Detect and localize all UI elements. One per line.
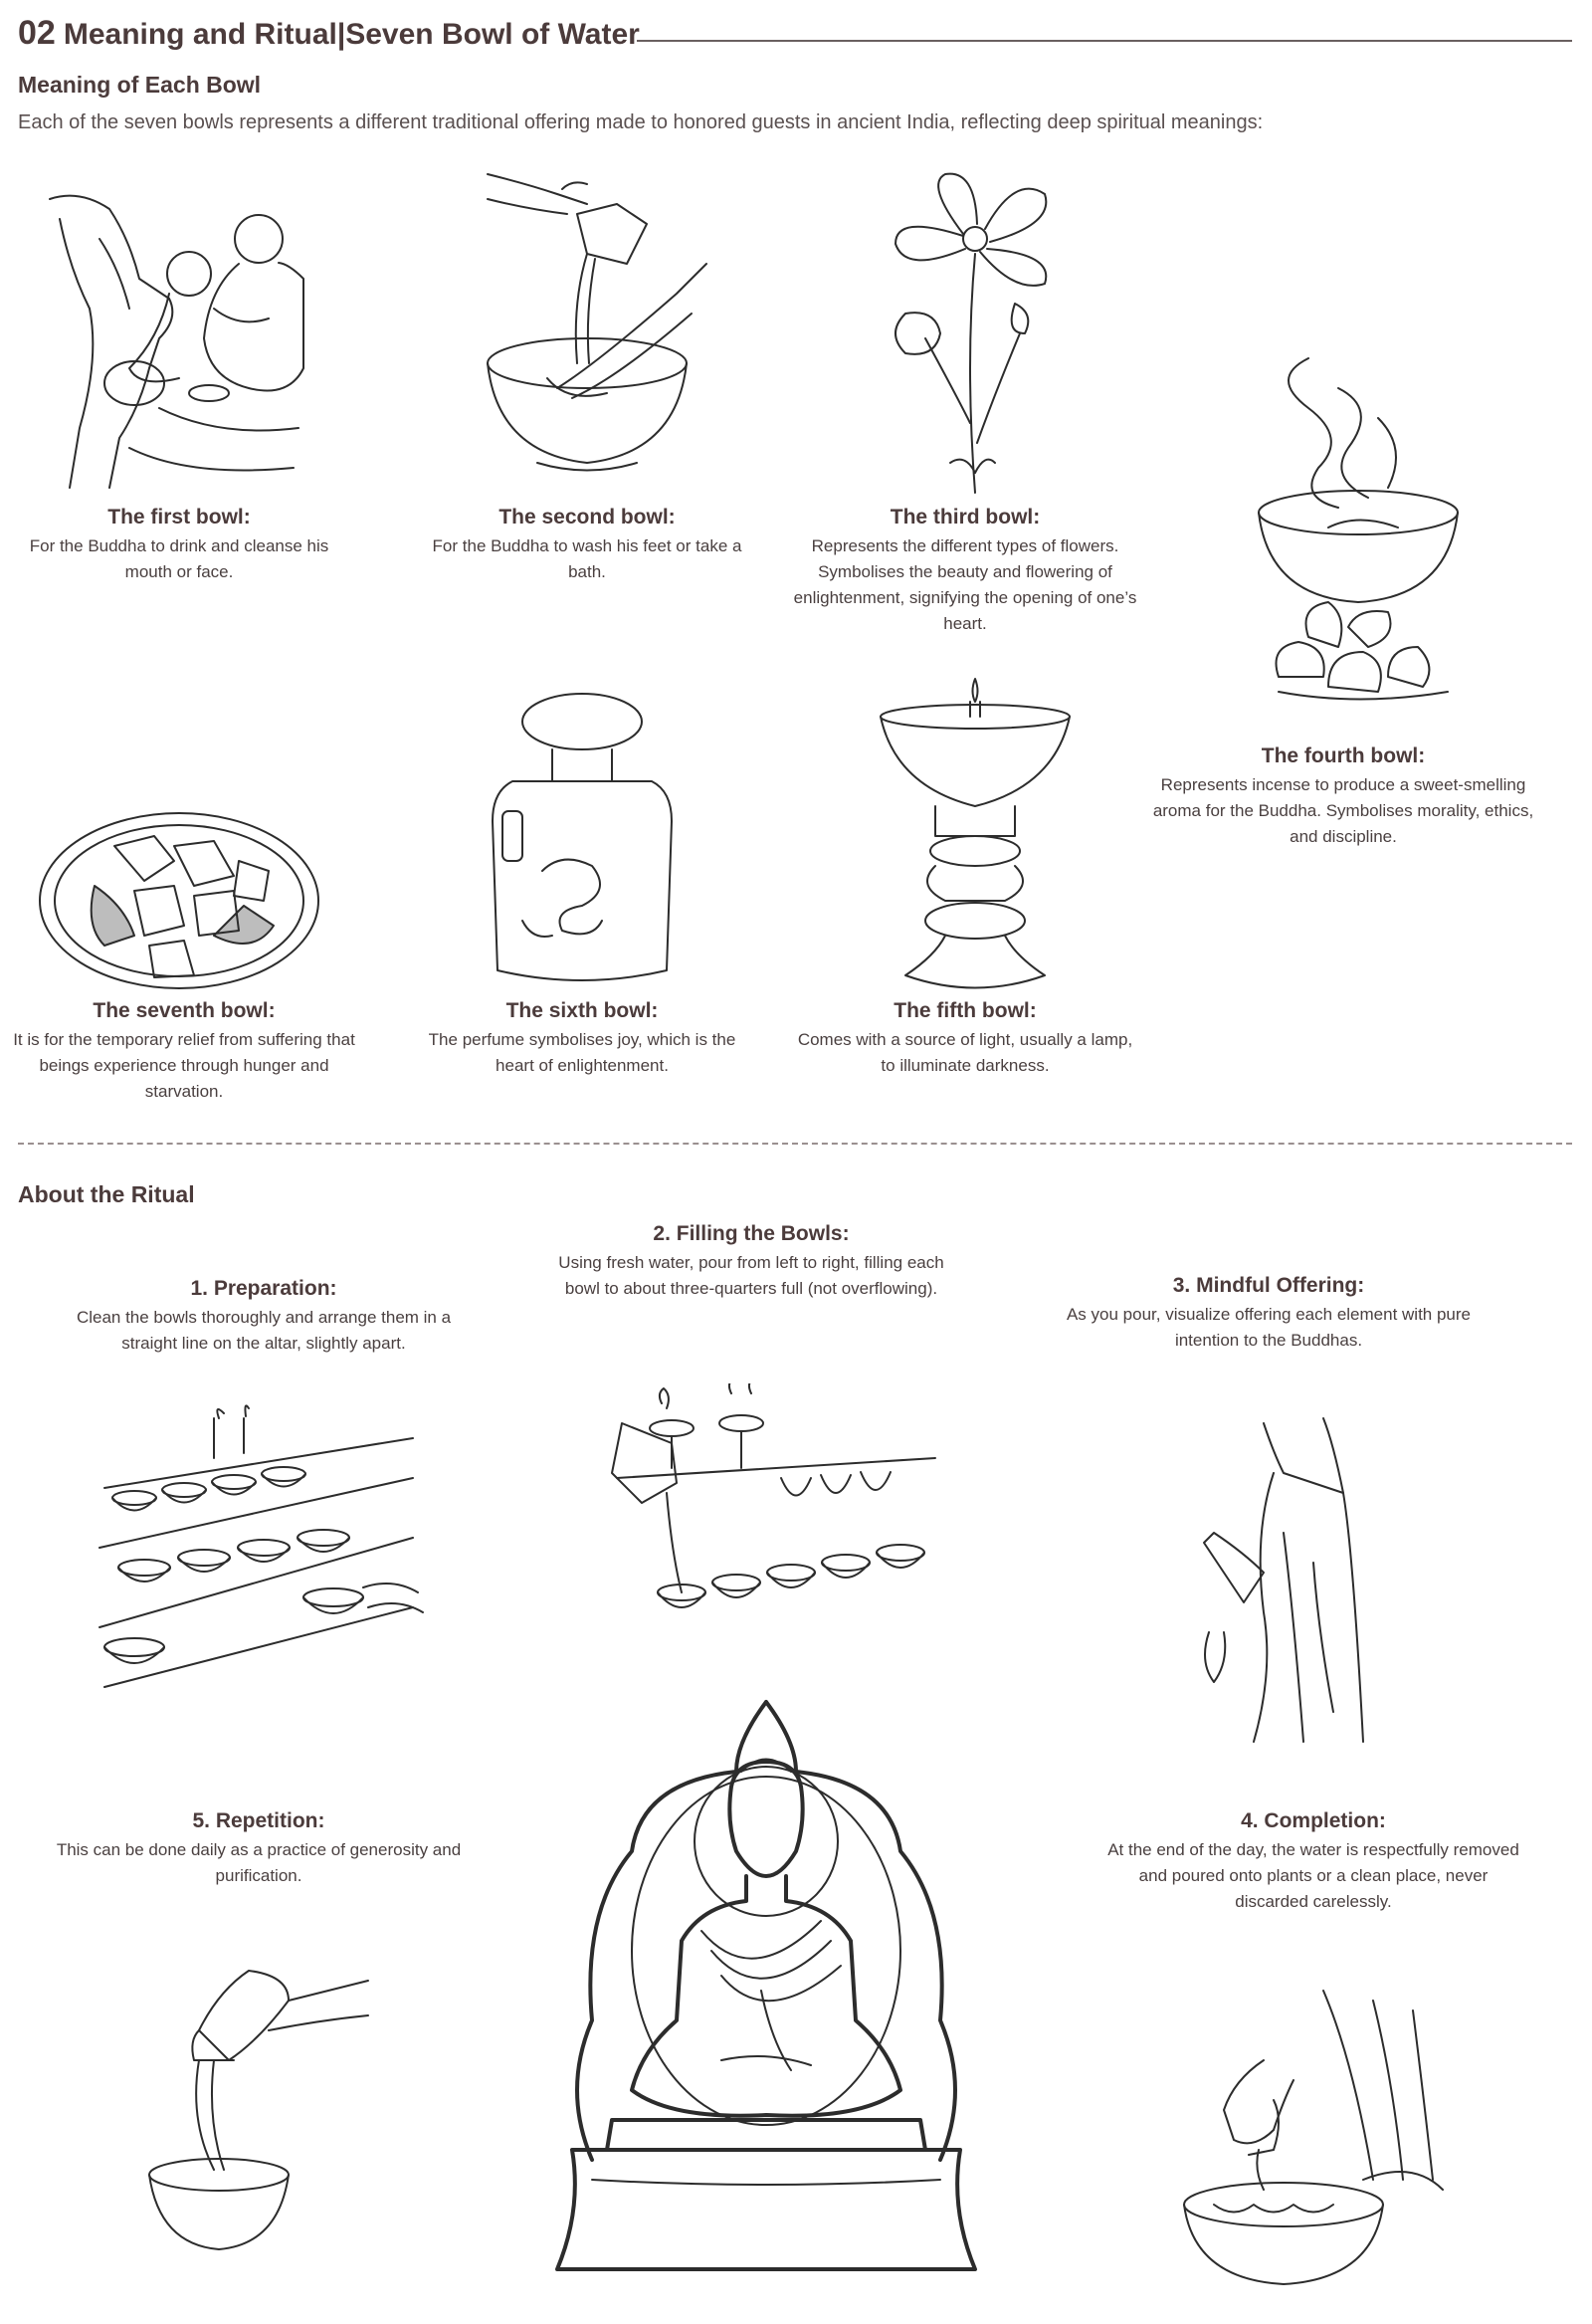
monks-pouring-icon: [40, 179, 308, 498]
bowl-caption-6: [418, 999, 746, 1079]
step-caption-4: [1104, 1809, 1522, 1915]
bowl-title: The seventh bowl:: [93, 999, 276, 1022]
step-caption-1: [60, 1277, 468, 1357]
bowl-text: Represents incense to produce a sweet-smelling aroma for the Buddha. Symbolises morality, ethics, and discipline.: [1152, 775, 1534, 846]
bowl-text: For the Buddha to drink and cleanse his mouth or face.: [29, 536, 329, 581]
step-title: 2. Filling the Bowls:: [653, 1222, 850, 1245]
seated-buddha-icon: [522, 1692, 1010, 2299]
section-title: Meaning and Ritual|Seven Bowl of Water: [63, 18, 640, 51]
bowl-caption-3: [791, 506, 1139, 637]
section-divider: [18, 1143, 1572, 1145]
step-title: 3. Mindful Offering:: [1172, 1274, 1365, 1297]
step-text: Clean the bowls thoroughly and arrange them in a straight line on the altar, slightly apart.: [76, 1308, 452, 1353]
bowls-row-icon: [95, 1398, 433, 1697]
step-title: 4. Completion:: [1241, 1809, 1386, 1832]
bowl-caption-4: [1144, 744, 1542, 850]
bowl-caption-7: [10, 999, 358, 1105]
perfume-bottle-icon: [483, 692, 682, 990]
ritual-heading: About the Ritual: [18, 1181, 195, 1207]
butter-lamp-icon: [876, 677, 1075, 995]
bowl-title: The third bowl:: [890, 506, 1041, 528]
incense-bowl-icon: [1249, 348, 1468, 717]
bowl-title: The second bowl:: [498, 506, 676, 528]
praying-hands-icon: [1184, 1413, 1383, 1752]
meaning-intro: Each of the seven bowls represents a different traditional offering made to honored guests in ancient India, reflecting deep spiritual meanings:: [18, 111, 1264, 133]
bowl-text: It is for the temporary relief from suffering that beings experience through hunger and starvation.: [13, 1030, 355, 1101]
meaning-heading: Meaning of Each Bowl: [18, 72, 262, 98]
page-title: [18, 14, 640, 53]
bowl-caption-1: [15, 506, 343, 585]
bowl-caption-5: [796, 999, 1134, 1079]
step-title: 5. Repetition:: [192, 1809, 325, 1832]
step-text: As you pour, visualize offering each element with pure intention to the Buddhas.: [1066, 1305, 1472, 1350]
food-plate-icon: [35, 806, 323, 995]
section-number: 02: [18, 14, 56, 52]
bowl-caption-2: [428, 506, 746, 585]
bowl-title: The fourth bowl:: [1261, 744, 1426, 767]
bowl-title: The first bowl:: [107, 506, 251, 528]
emptying-bowl-icon: [1174, 1981, 1453, 2299]
step-caption-2: [552, 1222, 950, 1302]
step-text: Using fresh water, pour from left to right, filling each bowl to about three-quarters full (not overflowing).: [558, 1253, 944, 1298]
title-rule: [637, 40, 1572, 42]
foot-washing-icon: [478, 164, 716, 503]
bowl-title: The sixth bowl:: [505, 999, 659, 1022]
bowl-text: Comes with a source of light, usually a lamp, to illuminate darkness.: [797, 1030, 1133, 1075]
bowl-text: For the Buddha to wash his feet or take a bath.: [432, 536, 742, 581]
flower-icon: [866, 164, 1065, 503]
step-text: At the end of the day, the water is respectfully removed and poured onto plants or a clean place, never discarded carelessly.: [1107, 1840, 1519, 1911]
hand-pouring-icon: [139, 1961, 378, 2259]
bowl-text: Represents the different types of flowers. Symbolises the beauty and flowering of enlightenment, signifying the opening of one’s heart.: [793, 536, 1137, 633]
pouring-water-icon: [602, 1383, 940, 1652]
step-text: This can be done daily as a practice of generosity and purification.: [56, 1840, 462, 1885]
step-caption-3: [1060, 1274, 1478, 1354]
step-title: 1. Preparation:: [190, 1277, 337, 1300]
bowl-title: The fifth bowl:: [894, 999, 1037, 1022]
bowl-text: The perfume symbolises joy, which is the heart of enlightenment.: [428, 1030, 736, 1075]
step-caption-5: [50, 1809, 468, 1889]
